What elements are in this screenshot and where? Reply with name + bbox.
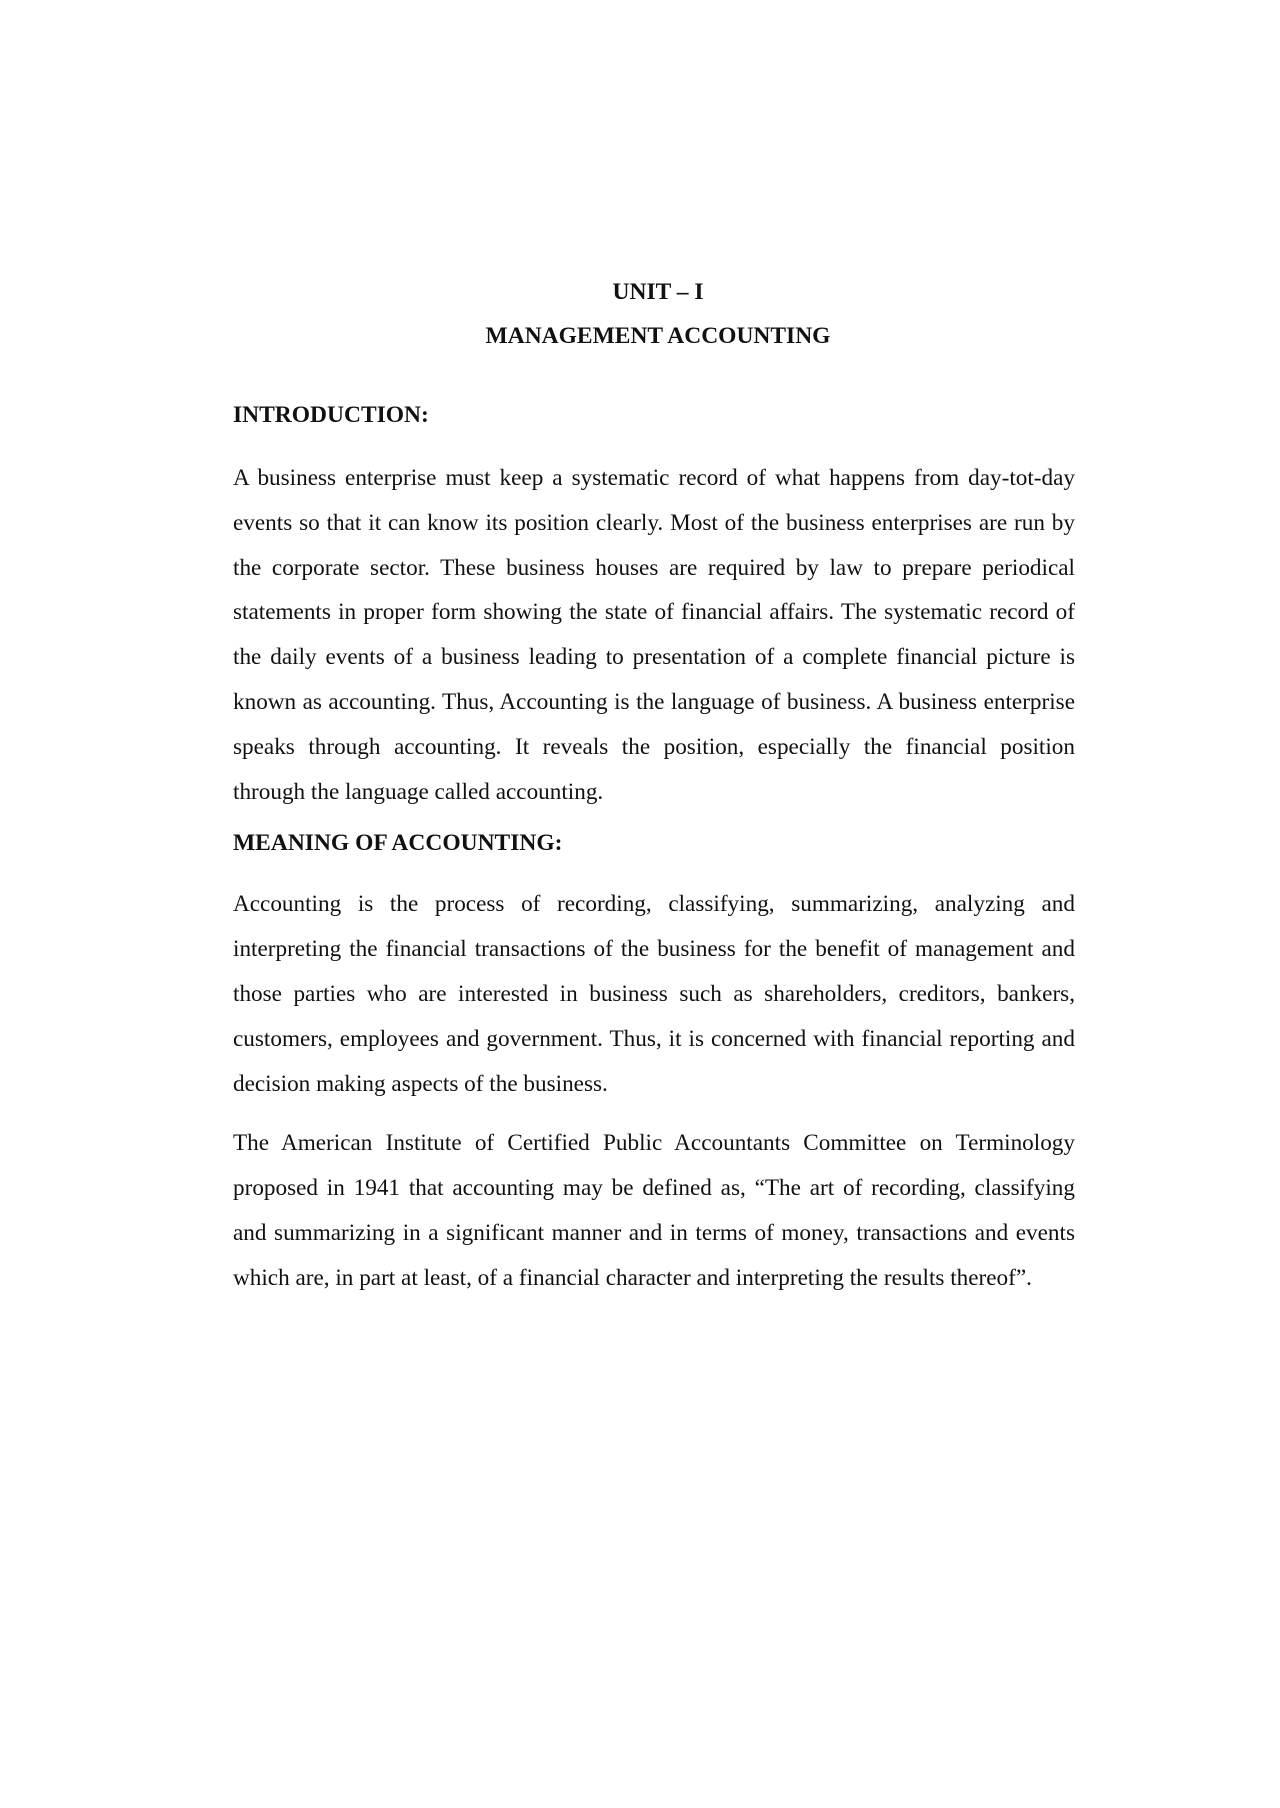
section-heading-meaning-of-accounting: MEANING OF ACCOUNTING:: [233, 830, 563, 857]
document-page: [233, 270, 1075, 1301]
unit-label: UNIT – I: [612, 279, 704, 305]
meaning-paragraph: Accounting is the process of recording, classifying, summarizing, analyzing and interpreting the financial transactions of the business for the benefit of management and those parties who are interested in business such as shareholders, creditors, bankers, customers, employees and government. Thus, it is concerned with financial reporting and decision making aspects of the business.: [233, 891, 1075, 1097]
section-heading-introduction: INTRODUCTION:: [233, 402, 429, 428]
aicpa-definition-paragraph: The American Institute of Certified Public Accountants Committee on Terminology proposed in 1941 that accounting may be defined as, “The art of recording, classifying and summarizing in a significant manner and in terms of money, transactions and events which are, in part at least, of a financial character and interpreting the results thereof”.: [233, 1130, 1075, 1291]
introduction-paragraph: A business enterprise must keep a systematic record of what happens from day-tot-day events so that it can know its position clearly. Most of the business enterprises are run by the corporate sector. These business houses are required by law to prepare periodical statements in proper form showing the state of financial affairs. The systematic record of the daily events of a business leading to presentation of a complete financial picture is known as accounting. Thus, Accounting is the language of business. A business enterprise speaks through accounting. It reveals the position, especially the financial position through the language called accounting.: [233, 465, 1075, 805]
document-title: MANAGEMENT ACCOUNTING: [485, 323, 831, 349]
